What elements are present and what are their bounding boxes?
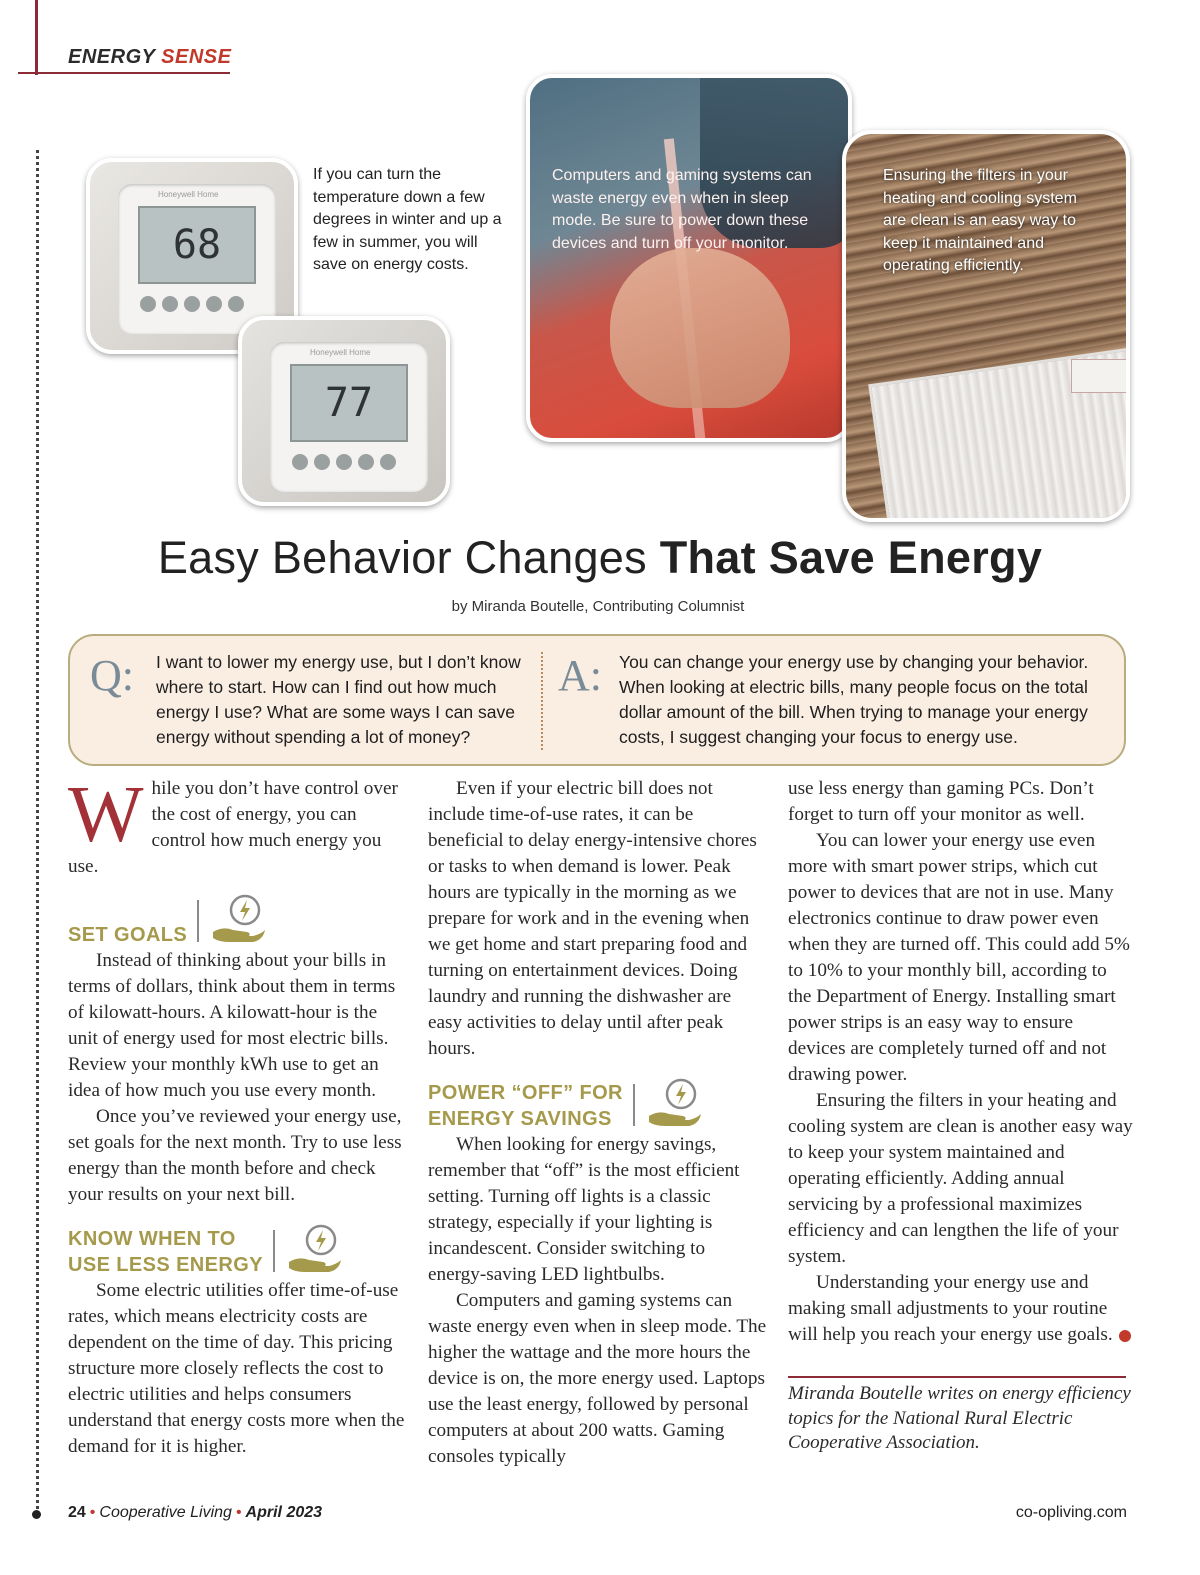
question-letter: Q:	[90, 651, 134, 700]
thermostat-photo-2	[238, 316, 450, 506]
thermostat-caption: If you can turn the temperature down a few degrees in winter and up a few in summer, you will save on energy costs.	[313, 166, 502, 274]
header-rule-vertical	[35, 0, 38, 75]
body-column-3	[788, 776, 1133, 1456]
body-column-2	[428, 776, 768, 1470]
paragraph: use less energy than gaming PCs. Don’t forget to turn off your monitor as well.	[788, 778, 1094, 825]
subhead-separator	[197, 900, 199, 942]
page-margin-dots	[36, 150, 39, 1515]
section-label-energy: ENERGY	[68, 46, 156, 68]
body-column-1	[68, 771, 408, 1460]
computer-photo	[526, 74, 852, 442]
drop-cap: W	[68, 771, 144, 859]
air-filter-photo	[842, 130, 1130, 522]
margin-end-dot	[32, 1510, 41, 1519]
headline-bold: That Save Energy	[659, 532, 1043, 583]
subhead-line-1: POWER “OFF” FOR	[428, 1082, 623, 1104]
bio-rule	[788, 1376, 1126, 1378]
headline-light: Easy Behavior Changes	[157, 532, 647, 583]
paragraph: Ensuring the filters in your heating and cooling system are clean is another easy way to keep your system maintained and operating efficiently. Adding annual servicing by a professional maximizes efficiency and can lengthen the life of your system.	[788, 1090, 1133, 1267]
filter-caption: Ensuring the filters in your heating and cooling system are clean is an easy way to keep it maintained and operating efficiently.	[883, 167, 1077, 275]
hand-lightning-bolt-icon	[285, 1222, 345, 1278]
section-label	[68, 46, 231, 69]
page-number: 24	[68, 1504, 86, 1521]
computer-caption: Computers and gaming systems can waste energy even when in sleep mode. Be sure to power down these devices and turn off your monitor.	[552, 167, 812, 252]
subhead-line-2: ENERGY SAVINGS	[428, 1108, 612, 1130]
header-rule-horizontal	[18, 72, 230, 74]
subhead-line-2: USE LESS ENERGY	[68, 1254, 263, 1276]
subhead-set-goals	[68, 892, 408, 948]
end-mark	[1119, 1330, 1131, 1342]
paragraph: You can lower your energy use even more with smart power strips, which cut power to devices that are not in use. Many electronics continue to draw power even when they are turned off. This could add 5% to 10% to your monthly bill, according to the Department of Energy. Installing smart power strips is an easy way to ensure devices are completely turned off and not drawing power.	[788, 830, 1130, 1085]
thermostat-buttons	[140, 296, 244, 312]
byline: by Miranda Boutelle, Contributing Columnist	[451, 598, 745, 615]
thermostat-device	[118, 184, 276, 334]
thermostat-brand: Honeywell Home	[310, 348, 371, 357]
thermostat-display: 68	[138, 206, 256, 284]
paragraph: Once you’ve reviewed your energy use, set goals for the next month. Try to use less energy than the month before and check your results on your next bill.	[68, 1106, 402, 1205]
answer-text: You can change your energy use by changing your behavior. When looking at electric bills, many people focus on the total dollar amount of the bill. When trying to manage your energy costs, I suggest changing your focus to energy use.	[619, 652, 1089, 747]
paragraph: Even if your electric bill does not include time-of-use rates, it can be beneficial to delay energy-intensive chores or tasks to when demand is lower. Peak hours are typically in the morning as we prepare for work and in the evening when we get home and start preparing food and turning on entertainment devices. Doing laundry and running the dishwasher are easy activities to delay until after peak hours.	[428, 778, 757, 1059]
hand	[610, 248, 790, 408]
subhead-text	[68, 1226, 263, 1278]
footer-bullet: •	[89, 1504, 96, 1521]
subhead-text	[428, 1080, 623, 1132]
qa-divider	[541, 652, 543, 750]
thermostat-brand: Honeywell Home	[158, 190, 219, 199]
subhead-line-1: KNOW WHEN TO	[68, 1228, 236, 1250]
subhead-separator	[273, 1230, 275, 1272]
paragraph: When looking for energy savings, remember that “off” is the most efficient setting. Turning off lights is a classic strategy, especially if your lighting is incandescent. Consider switching to energy-saving LED lightbulbs.	[428, 1134, 740, 1285]
magazine-name: Cooperative Living	[99, 1504, 232, 1521]
thermostat-buttons	[292, 454, 396, 470]
paragraph: Computers and gaming systems can waste energy even when in sleep mode. The higher the wattage and the more hours the device is on, the more energy used. Laptops use the least energy, followed by personal computers at about 200 watts. Gaming consoles typically	[428, 1290, 767, 1467]
thermostat-display: 77	[290, 364, 408, 442]
subhead-know-when	[68, 1222, 408, 1278]
hand-lightning-bolt-icon	[209, 892, 269, 948]
page-footer	[68, 1504, 322, 1522]
website-link[interactable]: co-opliving.com	[1015, 1504, 1127, 1521]
paragraph: Instead of thinking about your bills in terms of dollars, think about them in terms of kilowatt-hours. A kilowatt-hour is the unit of energy used for most electric bills. Review your monthly kWh use to get an idea of how much you use every month.	[68, 950, 396, 1101]
filter-label	[1071, 359, 1129, 393]
subhead-text: SET GOALS	[68, 924, 188, 946]
issue-date: April 2023	[245, 1504, 323, 1521]
intro-text: hile you don’t have control over the cost of energy, you can control how much energy you use.	[68, 778, 398, 877]
article-headline	[0, 532, 1200, 584]
hand-lightning-bolt-icon	[645, 1076, 705, 1132]
author-bio: Miranda Boutelle writes on energy efficiency topics for the National Rural Electric Cooperative Association.	[788, 1383, 1131, 1453]
thermostat-device	[270, 342, 428, 492]
answer-letter: A:	[558, 651, 602, 700]
closing-text: Understanding your energy use and making small adjustments to your routine will help you reach your energy use goals.	[788, 1272, 1113, 1345]
paragraph: Some electric utilities offer time-of-use rates, which means electricity costs are dependent on the time of day. This pricing structure more closely reflects the cost to electric utilities and helps consumers understand that energy costs more when the demand for it is higher.	[68, 1280, 405, 1457]
closing-paragraph	[788, 1270, 1133, 1348]
section-label-sense: SENSE	[161, 46, 232, 68]
question-text: I want to lower my energy use, but I don’t know where to start. How can I find out how much energy I use? What are some ways I can save energy without spending a lot of money?	[156, 652, 521, 747]
footer-bullet: •	[235, 1504, 242, 1521]
subhead-power-off	[428, 1076, 768, 1132]
subhead-separator	[633, 1084, 635, 1126]
intro-paragraph	[68, 771, 408, 880]
